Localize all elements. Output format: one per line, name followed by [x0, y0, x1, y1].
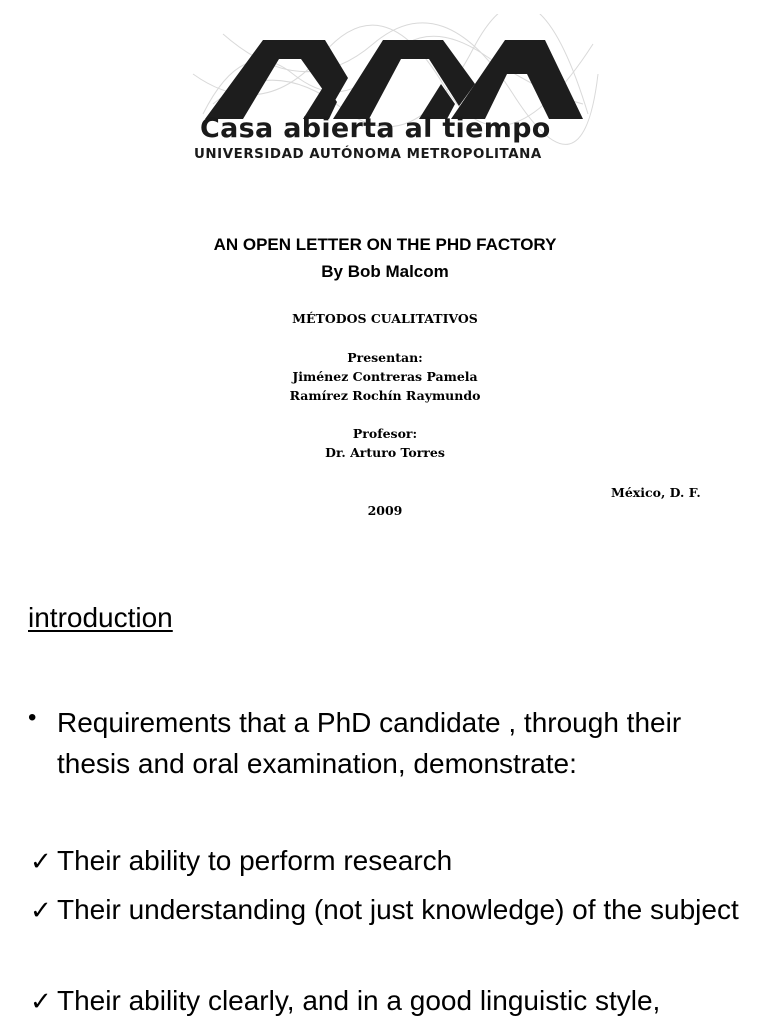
- course-name: MÉTODOS CUALITATIVOS: [292, 311, 478, 326]
- logo-motto: Casa abierta al tiempo: [200, 113, 551, 144]
- presenter-name: Ramírez Rochín Raymundo: [289, 388, 481, 403]
- logo-institution: UNIVERSIDAD AUTÓNOMA METROPOLITANA: [194, 147, 542, 162]
- year-text: 2009: [367, 503, 403, 518]
- check-list-item: [30, 841, 760, 881]
- place-text: México, D. F.: [611, 485, 701, 500]
- bullet-item: Requirements that a PhD candidate , through their thesis and oral examination, demonstrate:: [57, 707, 682, 779]
- professor-name: Dr. Arturo Torres: [325, 445, 445, 460]
- check-list-item: [30, 890, 760, 930]
- check-list-text: Their understanding (not just knowledge) of the subject: [57, 894, 739, 925]
- presenters-label: Presentan:: [347, 350, 423, 365]
- checkmark-icon: ✓: [30, 895, 52, 925]
- section-heading: introduction: [28, 602, 173, 633]
- check-list-text: Their ability clearly, and in a good linguistic style,: [57, 985, 661, 1016]
- presenter-name: Jiménez Contreras Pamela: [292, 369, 478, 384]
- professor-label: Profesor:: [352, 426, 418, 441]
- checkmark-icon: ✓: [30, 986, 52, 1016]
- bullet-icon: •: [28, 704, 37, 731]
- document-title: AN OPEN LETTER ON THE PHD FACTORY: [213, 235, 557, 254]
- check-list-item: [30, 981, 760, 1021]
- author-byline: By Bob Malcom: [321, 262, 449, 281]
- checkmark-icon: ✓: [30, 846, 52, 876]
- check-list-text: Their ability to perform research: [57, 845, 453, 876]
